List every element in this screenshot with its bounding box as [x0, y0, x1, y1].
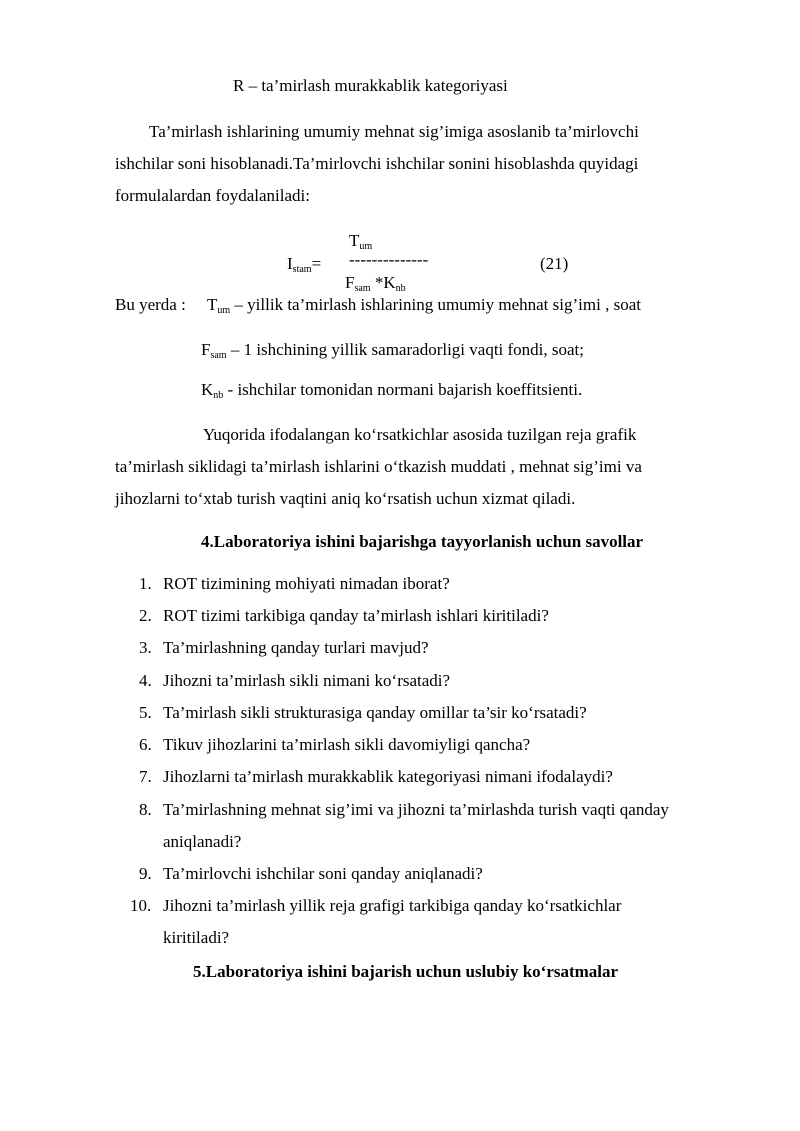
list-item: ROT tizimi tarkibiga qanday ta’mirlash ishlari kiritiladi?: [163, 606, 549, 625]
paragraph-line: Yuqorida ifodalangan ko‘rsatkichlar asosida tuzilgan reja grafik: [203, 425, 637, 444]
list-item: Jihozni ta’mirlash sikli nimani ko‘rsatadi?: [163, 671, 451, 690]
formula-fraction-bar: --------------: [349, 250, 429, 269]
list-item: Ta’mirlovchi ishchilar soni qanday aniqlanadi?: [163, 864, 483, 883]
list-item-number: 1.: [139, 574, 152, 593]
paragraph-line: formulalardan foydalaniladi:: [115, 186, 310, 205]
list-item: Ta’mirlashning qanday turlari mavjud?: [163, 638, 429, 657]
section-heading: 5.Laboratoriya ishini bajarish uchun uslubiy ko‘rsatmalar: [193, 962, 619, 981]
list-item-continuation: aniqlanadi?: [163, 832, 242, 851]
formula-numerator: $T_{um}$: [349, 231, 373, 252]
list-item-number: 2.: [139, 606, 152, 625]
list-item: Tikuv jihozlarini ta’mirlash sikli davomiyligi qancha?: [163, 735, 531, 754]
paragraph-line: Ta’mirlash ishlarining umumiy mehnat sig’imiga asoslanib ta’mirlovchi: [149, 122, 639, 141]
paragraph-line: ishchilar soni hisoblanadi.Ta’mirlovchi ishchilar sonini hisoblashda quyidagi: [115, 154, 639, 173]
paragraph-line: jihozlarni to‘xtab turish vaqtini aniq ko‘rsatish uchun xizmat qiladi.: [115, 489, 576, 508]
list-item-number: 3.: [139, 638, 152, 657]
list-item: Ta’mirlash sikli strukturasiga qanday omillar ta’sir ko‘rsatadi?: [163, 703, 587, 722]
formula-denominator: $F_{sam}$ $*K_{nb}$: [345, 273, 406, 294]
list-item: Ta’mirlashning mehnat sig’imi va jihozni ta’mirlashda turish vaqti qanday: [163, 800, 669, 819]
list-item-number: 5.: [139, 703, 152, 722]
definition-item: $T_{um}$ – yillik ta’mirlash ishlarining umumiy mehnat sig’imi , soat: [207, 295, 641, 316]
definitions-lead: Bu yerda :: [115, 295, 186, 314]
formula-number: (21): [540, 254, 569, 273]
list-item: Jihozni ta’mirlash yillik reja grafigi tarkibiga qanday ko‘rsatkichlar: [163, 896, 622, 915]
definition-item: $F_{sam} - 1$ ishchining yillik samaradorligi vaqti fondi, soat;: [201, 340, 585, 361]
formula-lhs: $I_{stam}=$: [287, 254, 322, 275]
list-item: Jihozlarni ta’mirlash murakkablik kategoriyasi nimani ifodalaydi?: [163, 767, 613, 786]
section-heading: 4.Laboratoriya ishini bajarishga tayyorlanish uchun savollar: [201, 532, 644, 551]
list-item-number: 6.: [139, 735, 152, 754]
list-item-number: 7.: [139, 767, 152, 786]
list-item-number: 4.: [139, 671, 152, 690]
list-item-number: 10.: [130, 896, 152, 915]
intro-line: R – ta’mirlash murakkablik kategoriyasi: [233, 76, 508, 95]
list-item: ROT tizimining mohiyati nimadan iborat?: [163, 574, 450, 593]
list-item-number: 9.: [139, 864, 152, 883]
paragraph-line: ta’mirlash siklidagi ta’mirlash ishlarini o‘tkazish muddati , mehnat sig’imi va: [115, 457, 642, 476]
list-item-number: 8.: [139, 800, 152, 819]
definition-item: $K_{nb}$ - ishchilar tomonidan normani bajarish koeffitsienti.: [201, 380, 583, 401]
list-item-continuation: kiritiladi?: [163, 928, 230, 947]
